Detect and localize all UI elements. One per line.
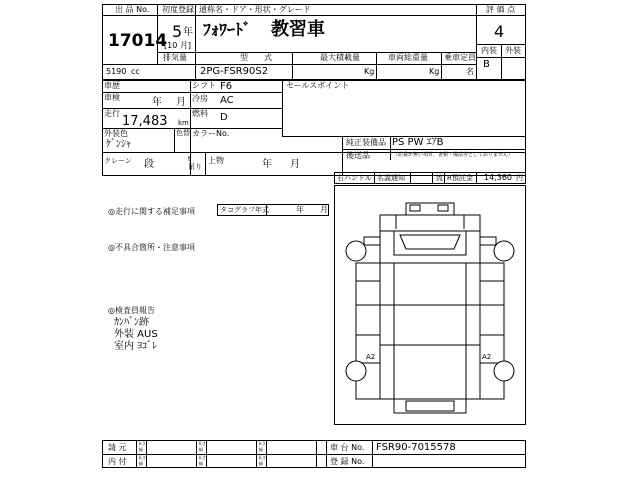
model-code-label: 型 式 [240, 53, 272, 62]
kg-unit-2: Kg [429, 67, 440, 76]
mileage-label: 走行 [104, 109, 120, 118]
vehicle-weight-label: 車両総重量 [388, 53, 428, 62]
chassis-label: 車 台 No. [330, 443, 365, 452]
chassis-number: FSR90-7015578 [376, 442, 456, 453]
inspection-month: 月 [176, 97, 186, 108]
km-unit: km [178, 119, 189, 127]
equipment-value: PS PW ｴｱB [392, 137, 444, 148]
mileage-value: 17,483 [122, 114, 168, 129]
color-change-label: 色替 [176, 129, 190, 137]
exterior-label: 外装 [505, 46, 521, 55]
sales-point-label: セールスポイント [286, 81, 350, 90]
inner-label: 内 付 [108, 457, 127, 466]
crane-month: 月 [290, 159, 300, 170]
vehicle-diagram [334, 185, 526, 425]
cc-unit: cc [131, 67, 140, 76]
inspection-label: 車検 [104, 93, 120, 102]
model-code: 2PG-FSR90S2 [200, 66, 269, 77]
size-label-h: 幅 [139, 461, 143, 466]
tacho-month: 月 [320, 205, 328, 214]
crane-load: t 吊り [188, 155, 202, 171]
size-label-f: 幅 [259, 447, 263, 452]
inspector-line-3: 室内 ﾖｺﾞﾚ [114, 341, 158, 352]
color-value: ｹﾞﾝｼｬ [106, 139, 131, 150]
right-handle: 右ハンドル [337, 174, 372, 182]
size-label-i: 長さ [198, 455, 206, 460]
crane-year: 年 [262, 159, 272, 170]
size-label-e: 長さ [258, 441, 266, 446]
size-label-j: 幅 [199, 461, 203, 466]
size-label-k: 長さ [258, 455, 266, 460]
damage-mark-right: A2 [482, 353, 492, 361]
reg-number-label: 登 録 No. [330, 457, 365, 466]
crane-label: クレーン [104, 157, 132, 165]
damage-mark-left: A2 [366, 353, 376, 361]
color-no-label: カラーNo. [192, 129, 230, 138]
score-value: 4 [494, 22, 505, 41]
tacho-label: タコグラフ年式 [220, 206, 269, 214]
crane-unit: 段 [144, 159, 154, 170]
name-change-label: 名義通知 [377, 174, 405, 182]
req-label: 請 元 [108, 443, 127, 452]
size-label-g: 長さ [138, 455, 146, 460]
size-label-l: 幅 [259, 461, 263, 466]
yen-unit: 円 [516, 174, 523, 182]
max-load-label: 最大積載量 [320, 53, 360, 62]
defects-label: ◎不具合箇所・注意事項 [108, 243, 195, 252]
persons-unit: 名 [466, 67, 474, 76]
post-label: 後送品 [346, 151, 370, 160]
aircon-value: AC [220, 95, 234, 106]
year-value: 5 [172, 22, 183, 41]
crane-top-label: 上物 [208, 156, 224, 165]
shift-value: F6 [220, 81, 233, 92]
size-label-a: 長さ [138, 441, 146, 446]
size-label-c: 長さ [198, 441, 206, 446]
registration-label: 流 [436, 174, 443, 182]
car-grade: 教習車 [271, 19, 325, 40]
size-label-d: 幅 [199, 447, 203, 452]
recycle-label: R預託金 [447, 174, 473, 182]
recycle-amount: 14,360 [484, 173, 512, 182]
inspector-label: ◎検査員報告 [108, 306, 155, 315]
inspector-line-1: ｶﾝﾊﾞﾝ跡 [114, 317, 149, 328]
score-label: 評 価 点 [486, 5, 516, 14]
month-value: [10 月] [164, 41, 191, 50]
model-label: 通称名・ドア・形状・グレード [199, 5, 311, 14]
capacity-label: 乗車定員 [444, 53, 476, 62]
fuel-value: D [220, 112, 228, 123]
post-note: （記載が無い項目、書類・備品等としておりません） [393, 152, 514, 158]
shift-label: シフト [192, 81, 216, 90]
history-label: 車歴 [104, 81, 120, 90]
size-label-b: 幅 [139, 447, 143, 452]
displacement-value: 5190 [106, 67, 127, 76]
year-unit: 年 [183, 27, 193, 38]
inspector-line-2: 外装 AUS [114, 329, 158, 340]
kg-unit-1: Kg [364, 67, 375, 76]
equipment-label: 純正装備品 [346, 138, 386, 147]
inspection-year: 年 [152, 97, 162, 108]
interior-value: B [483, 59, 490, 70]
interior-label: 内装 [481, 46, 497, 55]
supplement-label: ◎走行に関する補足事項 [108, 207, 195, 216]
fuel-label: 燃料 [192, 109, 208, 118]
car-name: ﾌｫﾜｰﾄﾞ [203, 20, 252, 39]
first-reg-label: 初度登録 [162, 5, 194, 14]
tacho-year: 年 [296, 205, 304, 214]
aircon-label: 冷房 [192, 94, 208, 103]
displacement-label: 排気量 [163, 53, 187, 62]
color-label: 外装色 [104, 129, 128, 138]
lot-label: 出 品 No. [115, 5, 150, 14]
lot-number: 17014 [108, 31, 168, 51]
